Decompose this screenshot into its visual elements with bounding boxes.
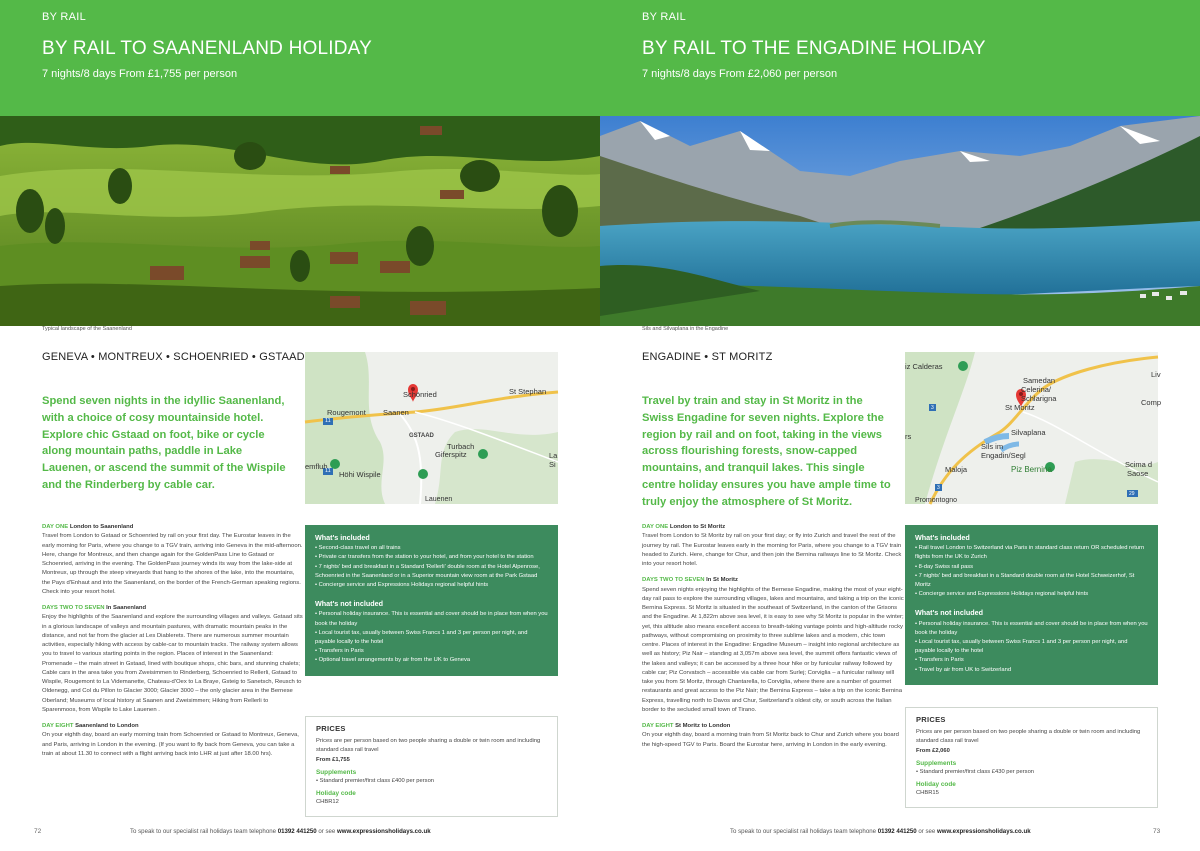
included-item: • Second-class travel on all trains xyxy=(315,545,401,552)
not-included-item: • Local tourist tax, usually between Swiss Francs 1 and 3 per person per night, and payable locally to the hotel xyxy=(315,629,528,646)
holiday-code-title: Holiday code xyxy=(316,790,356,798)
day-place: In St Moritz xyxy=(706,577,738,584)
section-kicker: BY RAIL xyxy=(642,11,687,23)
map-label-saanen: Saanen xyxy=(383,408,409,417)
itinerary xyxy=(642,520,904,757)
included-item: • 7 nights' bed and breakfast in a Standard double room at the Hotel Schweizerhof, St Moritz xyxy=(915,572,1135,589)
map-label-hohi-wispile: Höhi Wispile xyxy=(339,470,381,479)
footer-contact xyxy=(130,828,431,835)
day-place: Saanenland to London xyxy=(75,723,139,729)
map-label-la: La xyxy=(549,451,558,460)
day-place: London to Saanenland xyxy=(69,524,134,530)
not-included-title: What's not included xyxy=(315,599,383,609)
footer-phone[interactable]: 01392 441250 xyxy=(877,828,917,835)
map-label-scima-1: Scima d xyxy=(1125,460,1153,469)
map-label-samedan: Samedan xyxy=(1023,376,1056,385)
footer-text: To speak to our specialist rail holidays team telephone xyxy=(130,828,278,835)
day-label: DAYS TWO TO SEVEN xyxy=(642,577,705,584)
included-item: • 7 nights' bed and breakfast in a Standard 'Rellerli' double room at the Hotel Alpenrose, Schoenried in the Saanenland or in a Superior mountain view room at the Park Gstaad xyxy=(315,563,540,579)
page-title: BY RAIL TO SAANENLAND HOLIDAY xyxy=(42,38,372,59)
map-label-si: Si xyxy=(549,460,556,469)
footer-contact xyxy=(730,828,1031,835)
not-included-item: • Personal holiday insurance. This is essential and cover should be in place from when you book the holiday xyxy=(915,620,1148,636)
route-line: GENEVA • MONTREUX • SCHOENRIED • GSTAAD xyxy=(42,351,305,363)
page-subtitle: 7 nights/8 days From £2,060 per person xyxy=(642,68,838,80)
day-heading xyxy=(42,604,304,613)
header-banner xyxy=(0,0,600,116)
included-item: • Concierge service and Expressions Holidays regional helpful hints xyxy=(315,582,489,589)
map-road-3-a: 3 xyxy=(931,405,934,411)
saanenland-photo xyxy=(0,116,600,326)
map-label-sils-2: Engadin/Segl xyxy=(981,451,1026,460)
footer-website-link[interactable]: www.expressionsholidays.co.uk xyxy=(337,828,431,835)
day-heading xyxy=(42,523,304,532)
map-label-liv: Liv xyxy=(1151,370,1161,379)
page-number: 72 xyxy=(34,828,42,835)
included-item: • 8-day Swiss rail pass xyxy=(915,563,974,570)
footer-text: or see xyxy=(916,828,937,835)
route-map[interactable] xyxy=(905,352,1162,504)
page-number: 73 xyxy=(1153,828,1161,835)
included-title: What's included xyxy=(315,533,370,542)
prices-title: PRICES xyxy=(316,724,346,733)
map-label-comp: Comp xyxy=(1141,398,1162,407)
day-text: On your eighth day, board a morning train from St Moritz back to Chur and Zurich where you board the high-speed TGV to Paris. Board the Eurostar here, arriving in London in the early evening. xyxy=(642,732,899,748)
map-road-11-b: 11 xyxy=(325,468,331,474)
footer-website-link[interactable]: www.expressionsholidays.co.uk xyxy=(937,828,1031,835)
map-label-scima-2: Saose xyxy=(1127,469,1149,478)
holiday-code-title: Holiday code xyxy=(916,781,956,789)
map-label-st-stephan: St Stephan xyxy=(509,387,547,396)
prices-title: PRICES xyxy=(916,715,946,724)
day-label: DAY ONE xyxy=(642,524,669,530)
map-road-29: 29 xyxy=(1129,491,1135,497)
prices-from: From £1,755 xyxy=(316,756,350,763)
inclusions-box xyxy=(905,525,1158,685)
included-title: What's included xyxy=(915,533,970,542)
day-place: London to St Moritz xyxy=(669,524,726,530)
map-label-giferspitz: Giferspitz xyxy=(435,450,467,459)
prices-text: Prices are per person based on two people sharing a double or twin room and including standard class rail travel xyxy=(916,729,1141,745)
route-line: ENGADINE • ST MORITZ xyxy=(642,351,773,363)
day-text: Enjoy the highlights of the Saanenland and explore the surrounding villages and valleys. Gstaad sits in a glorious landscape of valleys and mountain pastures, with dramatic mountain peaks in the distance, and not far from the glacier at Les Diablerets. There are numerous summer mountain activities, especially hiking with access by cable-car to mountain tracks. The railway system allows you to travel to various starting points in the region. Places of interest in the Saanenland: Promenade – the main street in Gstaad, lined with boutique shops, chic bars, and stunning chalets; Cable cars in the area take you from Zweisimmen to Rinderberg, Schoenried to Rellerli, Gstaad to Wispile, Rougemont to La Videmanette, Chateau-d'Oex to La Braye, Gsteig to Sanetsch, Reusch to Oldenegg, and Col du Pillon to Glacier 3000; Glacier 3000 – the only glacier area in the Bernese Oberland; Museums of local history at Saanen and Zweisimmen; Hiking from Rellerli to Sparenmoos, from Wispile to Lake Lauenen . xyxy=(42,614,303,713)
prices-box xyxy=(305,716,558,817)
not-included-item: • Local tourist tax, usually between Swiss Francs 1 and 3 per person per night, and payable locally to the hotel xyxy=(915,639,1128,655)
map-label-silvaplana: Silvaplana xyxy=(1011,428,1046,437)
photo-caption: Typical landscape of the Saanenland xyxy=(42,326,132,332)
map-label-sils-1: Sils im xyxy=(981,442,1004,451)
map-road-3-b: 3 xyxy=(937,485,940,491)
day-text: Spend seven nights enjoying the highlights of the Bernese Engadine, making the most of your eight-day rail pass to explore the surrounding villages, lakes and mountains, and taking a trip on the iconic Bernina Express. St Moritz is situated in the southeast of Switzerland, in the canton of the Grisons and the Engadine. At 1,822m above sea level, it is easy to see why St Moritz is popular in the winter; yet, this altitude also means excellent access to breath-taking vantage points and high-altitude rocky pathways, without compromising on proximity to three sublime lakes and a modern, chic town centre. Places of interest in the Engadine: Engadine Museum – insight into regional architecture as well as history; Piz Nair – standing at 3,057m above sea level, the summit offers fantastic views of the lakes and valleys; it can be accessed by a three hour hike or by funicular railway followed by cable car; Piz Corvatsch – accessible via cable car from Surlej; Corviglia – a funicular railway will take you from St Moritz, through Chantarella, to Corviglia, where there are a number of gourmet restaurants and great access to the Piz Nair; the Bernina Express – take a trip on the iconic Bernina Express, travelling north to Davos and Chur, Switzerland's oldest city, or south across the Italian border to the secluded small town of Tirano. xyxy=(642,586,904,713)
holiday-code: CHBR12 xyxy=(316,799,339,806)
map-label-celerina: Celerina/ xyxy=(1021,385,1052,394)
map-road-11-a: 11 xyxy=(325,418,331,424)
footer-text: To speak to our specialist rail holidays team telephone xyxy=(730,828,878,835)
map-label-turbach: Turbach xyxy=(447,442,475,451)
not-included-item: • Optional travel arrangements by air from the UK to Geneva xyxy=(315,657,471,664)
supplements-text: • Standard premier/first class £430 per person xyxy=(916,769,1035,776)
day-place: St Moritz to London xyxy=(675,723,731,729)
page-title: BY RAIL TO THE ENGADINE HOLIDAY xyxy=(642,38,986,59)
map-label-piz-bernina: Piz Bernina xyxy=(1011,465,1052,474)
map-label-gstaad: GSTAAD xyxy=(409,433,434,439)
map-label-promontogno: Promontogno xyxy=(915,497,958,504)
map-label-rs: rs xyxy=(905,432,912,441)
holiday-code: CHBR15 xyxy=(916,790,939,797)
map-label-calderas: iz Calderas xyxy=(905,362,943,371)
prices-box xyxy=(905,707,1158,808)
day-heading xyxy=(642,576,904,585)
not-included-title: What's not included xyxy=(915,608,983,618)
day-text: On your eighth day, board an early morning train from Schoenried or Gstaad to Montreux, Geneva, and Paris, arriving in London in the evening. (If you want to fly back from Geneva, you can take a train at about 11.30 to connect with a flight arriving back into LHR at just after 18.00 hrs). xyxy=(42,732,299,757)
map-label-rougemont: Rougemont xyxy=(327,408,366,417)
footer-text: or see xyxy=(316,828,337,835)
footer-phone[interactable]: 01392 441250 xyxy=(277,828,317,835)
map-label-emfluh: emfluh xyxy=(305,462,328,471)
engadine-photo xyxy=(600,116,1200,326)
prices-from: From £2,060 xyxy=(916,747,950,754)
map-label-maloja: Maloja xyxy=(945,465,968,474)
supplements-title: Supplements xyxy=(916,759,957,767)
not-included-item: • Transfers in Paris xyxy=(315,648,364,655)
day-label: DAY EIGHT xyxy=(642,723,674,729)
day-heading xyxy=(642,523,904,532)
included-item: • Private car transfers from the station to your hotel, and from your hotel to the station xyxy=(315,554,534,561)
not-included-item: • Travel by air from UK to Switzerland xyxy=(915,666,1012,673)
day-label: DAY EIGHT xyxy=(42,723,74,729)
intro-text: Travel by train and stay in St Moritz in the Swiss Engadine for seven nights. Explore the region by rail and on foot, taking in the views across flourishing forests, snow-capped mountains, and tranquil lakes. This single centre holiday ensures you have ample time to truly enjoy the atmosphere of St Moritz. xyxy=(642,395,891,508)
map-label-schoenried: Schönried xyxy=(403,390,437,399)
prices-text: Prices are per person based on two people sharing a double or twin room and including standard class rail travel xyxy=(316,738,541,754)
day-text: Travel from London to St Moritz by rail on your first day; or fly into Zurich and travel the rest of the journey by rail. The Eurostar leaves early in the morning for Paris, where you change to a TGV train headed to Zurich. Here, change for Chur, and then join the Bernina railways line to St Moritz. Check into your resort hotel. xyxy=(642,533,902,567)
day-label: DAYS TWO TO SEVEN xyxy=(42,605,105,611)
day-label: DAY ONE xyxy=(42,524,69,530)
not-included-item: • Personal holiday insurance. This is essential and cover should be in place from when you book the holiday xyxy=(315,611,548,627)
included-item: • Concierge service and Expressions Holidays regional helpful hints xyxy=(915,591,1089,598)
map-label-lauenen: Lauenen xyxy=(425,496,453,503)
not-included-item: • Transfers in Paris xyxy=(915,657,964,664)
map-label-st-moritz: St Moritz xyxy=(1005,403,1035,412)
supplements-text: • Standard premier/first class £400 per person xyxy=(316,778,435,785)
itinerary xyxy=(42,520,304,766)
intro-text: Spend seven nights in the idyllic Saanenland, with a choice of cosy mountainside hotel. Explore chic Gstaad on foot, bike or cycle along mountain paths, paddle in Lake Lauenen, or ascend the summit of the Wispile and the Rinderberg by cable car. xyxy=(42,395,286,491)
header-banner xyxy=(600,0,1200,116)
included-item: • Rail travel London to Switzerland via Paris in standard class return OR scheduled return flights from the UK to Zurich xyxy=(915,545,1145,561)
route-map[interactable] xyxy=(305,352,558,504)
day-heading xyxy=(42,722,304,731)
photo-caption: Sils and Silvaplana in the Engadine xyxy=(642,326,729,332)
page-subtitle: 7 nights/8 days From £1,755 per person xyxy=(42,68,238,80)
page-right xyxy=(600,0,1200,851)
day-heading xyxy=(642,722,904,731)
inclusions-box xyxy=(305,525,558,676)
day-place: In Saanenland xyxy=(106,605,147,611)
supplements-title: Supplements xyxy=(316,768,357,776)
map-label-schlarigna: Schlarigna xyxy=(1021,394,1057,403)
section-kicker: BY RAIL xyxy=(42,11,87,23)
day-text: Travel from London to Gstaad or Schoenried by rail on your first day. The Eurostar leaves in the early morning for Paris, where you change to a TGV train, arriving into Geneva in the mid-afternoon. Here, change for Montreux, and then change again for the GoldenPass Line to Gstaad or Schoenried, arriving in the evening. The GoldenPass journey winds its way from the lake-side at Montreux, up through the steep vineyards that hang to the shores of the lake, into the mountains, the Pays d'Enhaut and into the Saanenland, on the border of the French-German speaking regions. Check into your resort hotel. xyxy=(42,533,303,595)
